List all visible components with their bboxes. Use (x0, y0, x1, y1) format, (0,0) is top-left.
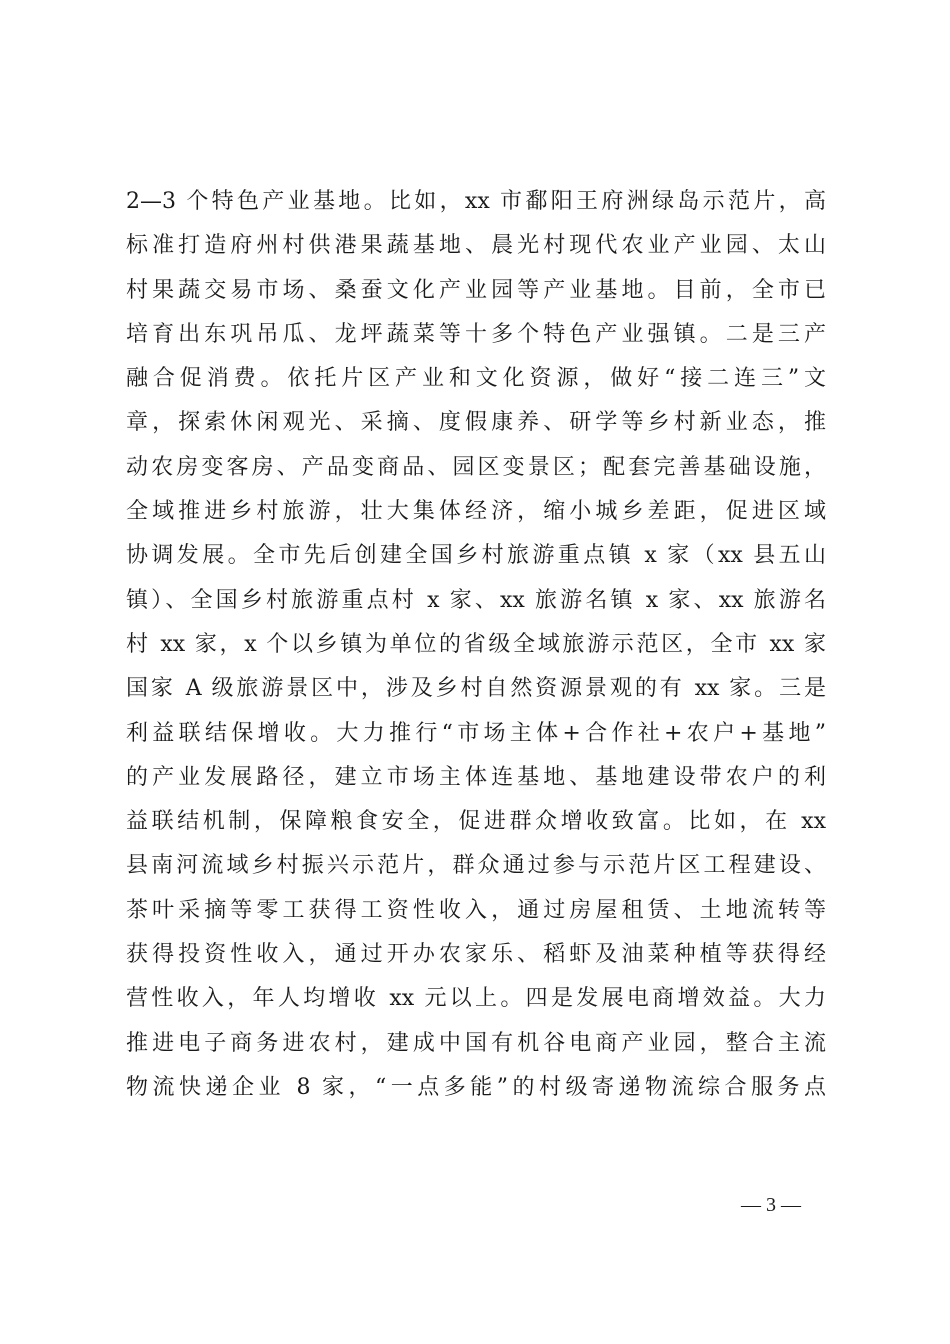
text-line: 动农房变客房、产品变商品、园区变景区；配套完善基础设施， (126, 454, 826, 480)
text-line: 村果蔬交易市场、桑蚕文化产业园等产业基地。目前，全市已 (126, 277, 826, 303)
text-line: 营性收入，年人均增收 xx 元以上。四是发展电商增效益。大力 (126, 986, 826, 1012)
text-line: 全域推进乡村旅游，壮大集体经济，缩小城乡差距，促进区域 (126, 499, 826, 525)
text-line: 村 xx 家，x 个以乡镇为单位的省级全域旅游示范区，全市 xx 家 (126, 631, 826, 657)
text-line: 物流快递企业 8 家，“一点多能”的村级寄递物流综合服务点 (126, 1074, 826, 1100)
text-line: 协调发展。全市先后创建全国乡村旅游重点镇 x 家（xx 县五山 (126, 543, 826, 569)
text-line: 获得投资性收入，通过开办农家乐、稻虾及油菜种植等获得经 (126, 942, 826, 968)
text-line: 国家 A 级旅游景区中，涉及乡村自然资源景观的有 xx 家。三是 (126, 676, 826, 702)
text-line: 2—3 个特色产业基地。比如，xx 市鄱阳王府洲绿岛示范片，高 (126, 189, 826, 214)
text-line: 茶叶采摘等零工获得工资性收入，通过房屋租赁、土地流转等 (126, 897, 826, 923)
body-paragraph (126, 180, 826, 1110)
text-line: 章，探索休闲观光、采摘、度假康养、研学等乡村新业态，推 (126, 410, 826, 436)
text-line: 利益联结保增收。大力推行“市场主体+合作社+农户+基地” (126, 720, 826, 746)
text-line: 的产业发展路径，建立市场主体连基地、基地建设带农户的利 (126, 764, 826, 790)
text-line: 县南河流域乡村振兴示范片，群众通过参与示范片区工程建设、 (126, 853, 826, 879)
text-line: 镇）、全国乡村旅游重点村 x 家、xx 旅游名镇 x 家、xx 旅游名 (126, 587, 826, 613)
text-line: 标准打造府州村供港果蔬基地、晨光村现代农业产业园、太山 (126, 233, 826, 259)
text-line: 益联结机制，保障粮食安全，促进群众增收致富。比如，在 xx (126, 809, 826, 835)
text-line: 融合促消费。依托片区产业和文化资源，做好“接二连三”文 (126, 366, 826, 392)
page-number: — 3 — (741, 1194, 801, 1216)
text-line: 推进电子商务进农村，建成中国有机谷电商产业园，整合主流 (126, 1030, 826, 1056)
text-line: 培育出东巩吊瓜、龙坪蔬菜等十多个特色产业强镇。二是三产 (126, 321, 826, 347)
